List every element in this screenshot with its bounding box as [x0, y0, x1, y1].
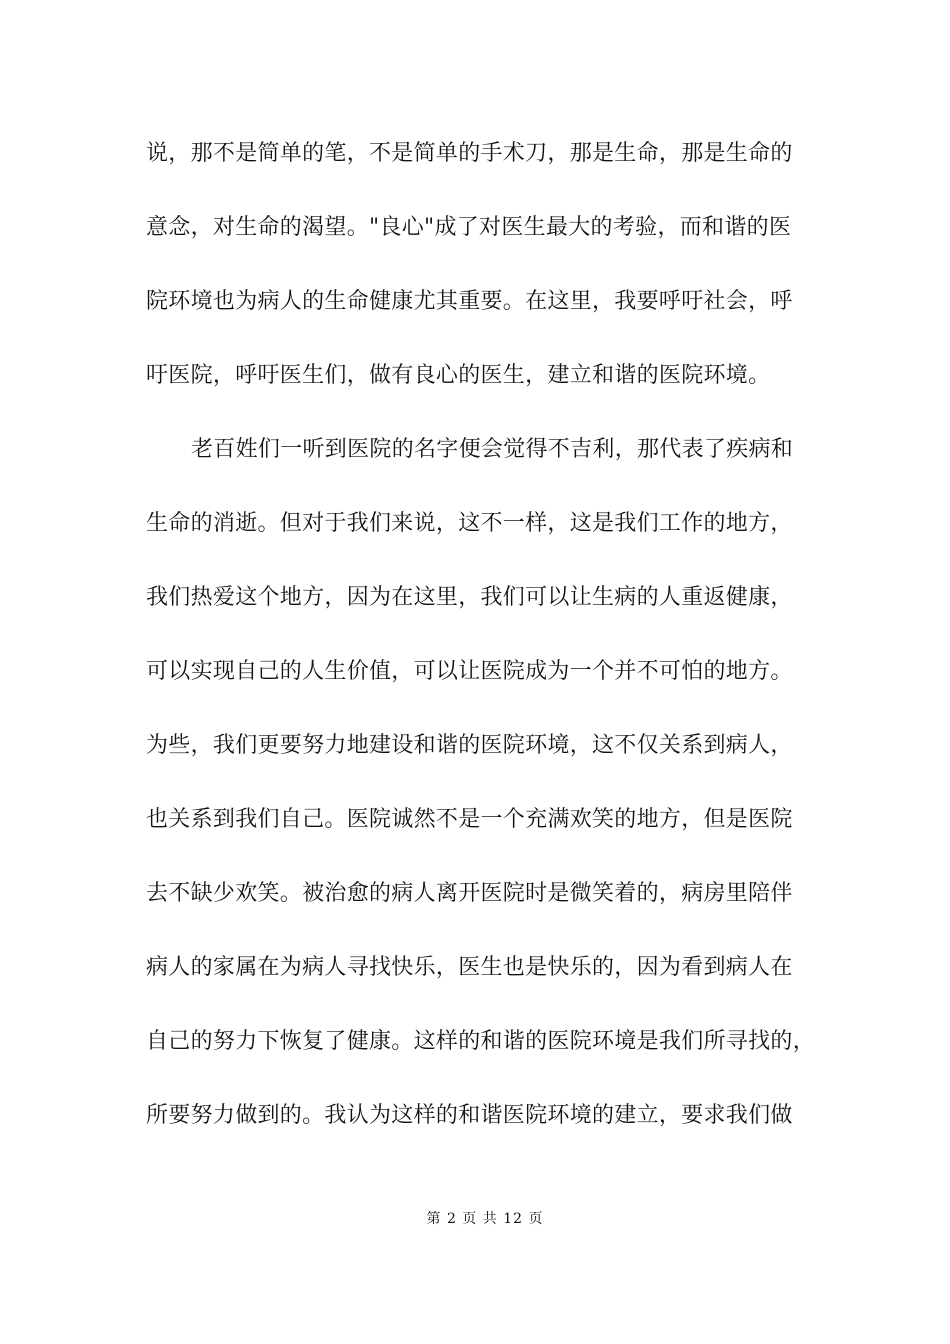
- text-line-8: 可以实现自己的人生价值，可以让医院成为一个并不可怕的地方。: [146, 659, 793, 684]
- text-line-11: 去不缺少欢笑。被治愈的病人离开医院时是微笑着的，病房里陪伴: [146, 881, 793, 906]
- text-line-13: 自己的努力下恢复了健康。这样的和谐的医院环境是我们所寻找的，: [146, 1029, 816, 1054]
- text-line-7: 我们热爱这个地方，因为在这里，我们可以让生病的人重返健康，: [146, 585, 793, 610]
- page-number-footer: 第 2 页 共 12 页: [426, 1211, 544, 1227]
- text-line-1: 说，那不是简单的笔，不是简单的手术刀，那是生命，那是生命的: [146, 141, 793, 166]
- text-line-4: 吁医院，呼吁医生们，做有良心的医生，建立和谐的医院环境。: [146, 363, 771, 388]
- text-line-2: 意念，对生命的渴望。"良心"成了对医生最大的考验，而和谐的医: [146, 215, 792, 240]
- text-line-3: 院环境也为病人的生命健康尤其重要。在这里，我要呼吁社会，呼: [146, 289, 793, 314]
- text-line-14: 所要努力做到的。我认为这样的和谐医院环境的建立，要求我们做: [146, 1103, 793, 1128]
- text-line-6: 生命的消逝。但对于我们来说，这不一样，这是我们工作的地方，: [146, 511, 793, 536]
- text-line-5-paragraph-start: 老百姓们一听到医院的名字便会觉得不吉利，那代表了疾病和: [191, 437, 794, 462]
- text-line-10: 也关系到我们自己。医院诚然不是一个充满欢笑的地方，但是医院: [146, 807, 793, 832]
- text-line-9: 为些，我们更要努力地建设和谐的医院环境，这不仅关系到病人，: [146, 733, 793, 758]
- text-line-12: 病人的家属在为病人寻找快乐，医生也是快乐的，因为看到病人在: [146, 955, 793, 980]
